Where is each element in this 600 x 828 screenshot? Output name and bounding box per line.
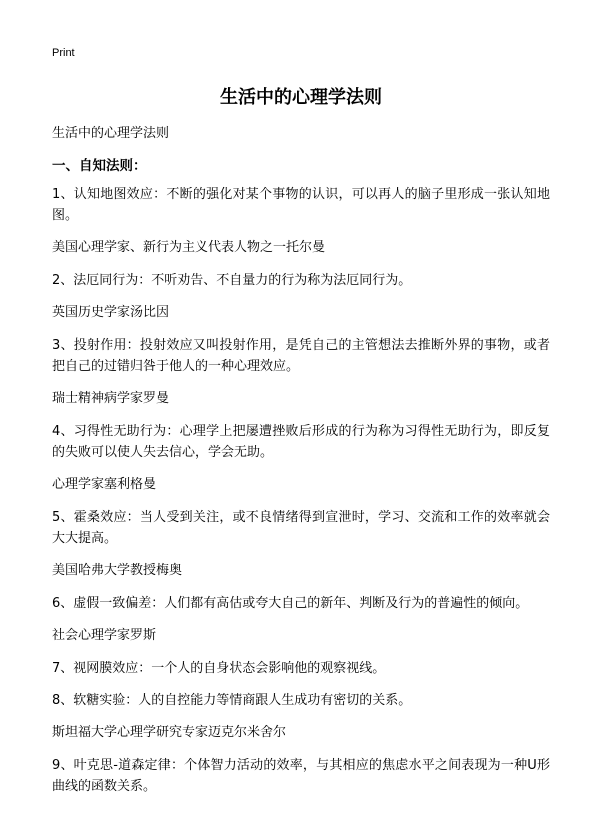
attribution-line: 瑞士精神病学家罗曼 bbox=[52, 391, 170, 406]
principle-paragraph: 2、法厄同行为：不听劝告、不自量力的行为称为法厄同行为。 bbox=[52, 273, 412, 288]
section-heading: 一、自知法则： bbox=[52, 158, 147, 174]
principle-paragraph: 9、叶克思-道森定律：个体智力活动的效率，与其相应的焦虑水平之间表现为一种U形曲线的函数关系。 bbox=[52, 758, 550, 794]
principle-paragraph: 8、软糖实验：人的自控能力等情商跟人生成功有密切的关系。 bbox=[52, 693, 412, 708]
print-label: Print bbox=[52, 47, 75, 59]
attribution-line: 美国哈弗大学教授梅奥 bbox=[52, 563, 183, 578]
principle-paragraph: 4、习得性无助行为：心理学上把屡遭挫败后形成的行为称为习得性无助行为，即反复的失败可以使人失去信心，学会无助。 bbox=[52, 424, 550, 460]
attribution-line: 美国心理学家、新行为主义代表人物之一托尔曼 bbox=[52, 240, 326, 255]
attribution-line: 心理学家塞利格曼 bbox=[52, 477, 157, 492]
page-title: 生活中的心理学法则 bbox=[220, 87, 382, 108]
principle-paragraph: 6、虚假一致偏差：人们都有高估或夸大自己的新年、判断及行为的普遍性的倾向。 bbox=[52, 596, 529, 611]
attribution-line: 社会心理学家罗斯 bbox=[52, 628, 157, 643]
attribution-line: 斯坦福大学心理学研究专家迈克尔米舍尔 bbox=[52, 725, 287, 740]
document-subtitle: 生活中的心理学法则 bbox=[52, 126, 170, 141]
principle-paragraph: 3、投射作用：投射效应又叫投射作用，是凭自己的主管想法去推断外界的事物，或者把自己的过错归咎于他人的一种心理效应。 bbox=[52, 338, 550, 374]
content-blocks bbox=[52, 184, 550, 797]
attribution-line: 英国历史学家汤比因 bbox=[52, 305, 170, 320]
principle-paragraph: 5、霍桑效应：当人受到关注，或不良情绪得到宣泄时，学习、交流和工作的效率就会大大提高。 bbox=[52, 510, 550, 546]
principle-paragraph: 7、视网膜效应：一个人的自身状态会影响他的观察视线。 bbox=[52, 661, 386, 676]
principle-paragraph: 1、认知地图效应：不断的强化对某个事物的认识，可以再人的脑子里形成一张认知地图。 bbox=[52, 187, 550, 223]
